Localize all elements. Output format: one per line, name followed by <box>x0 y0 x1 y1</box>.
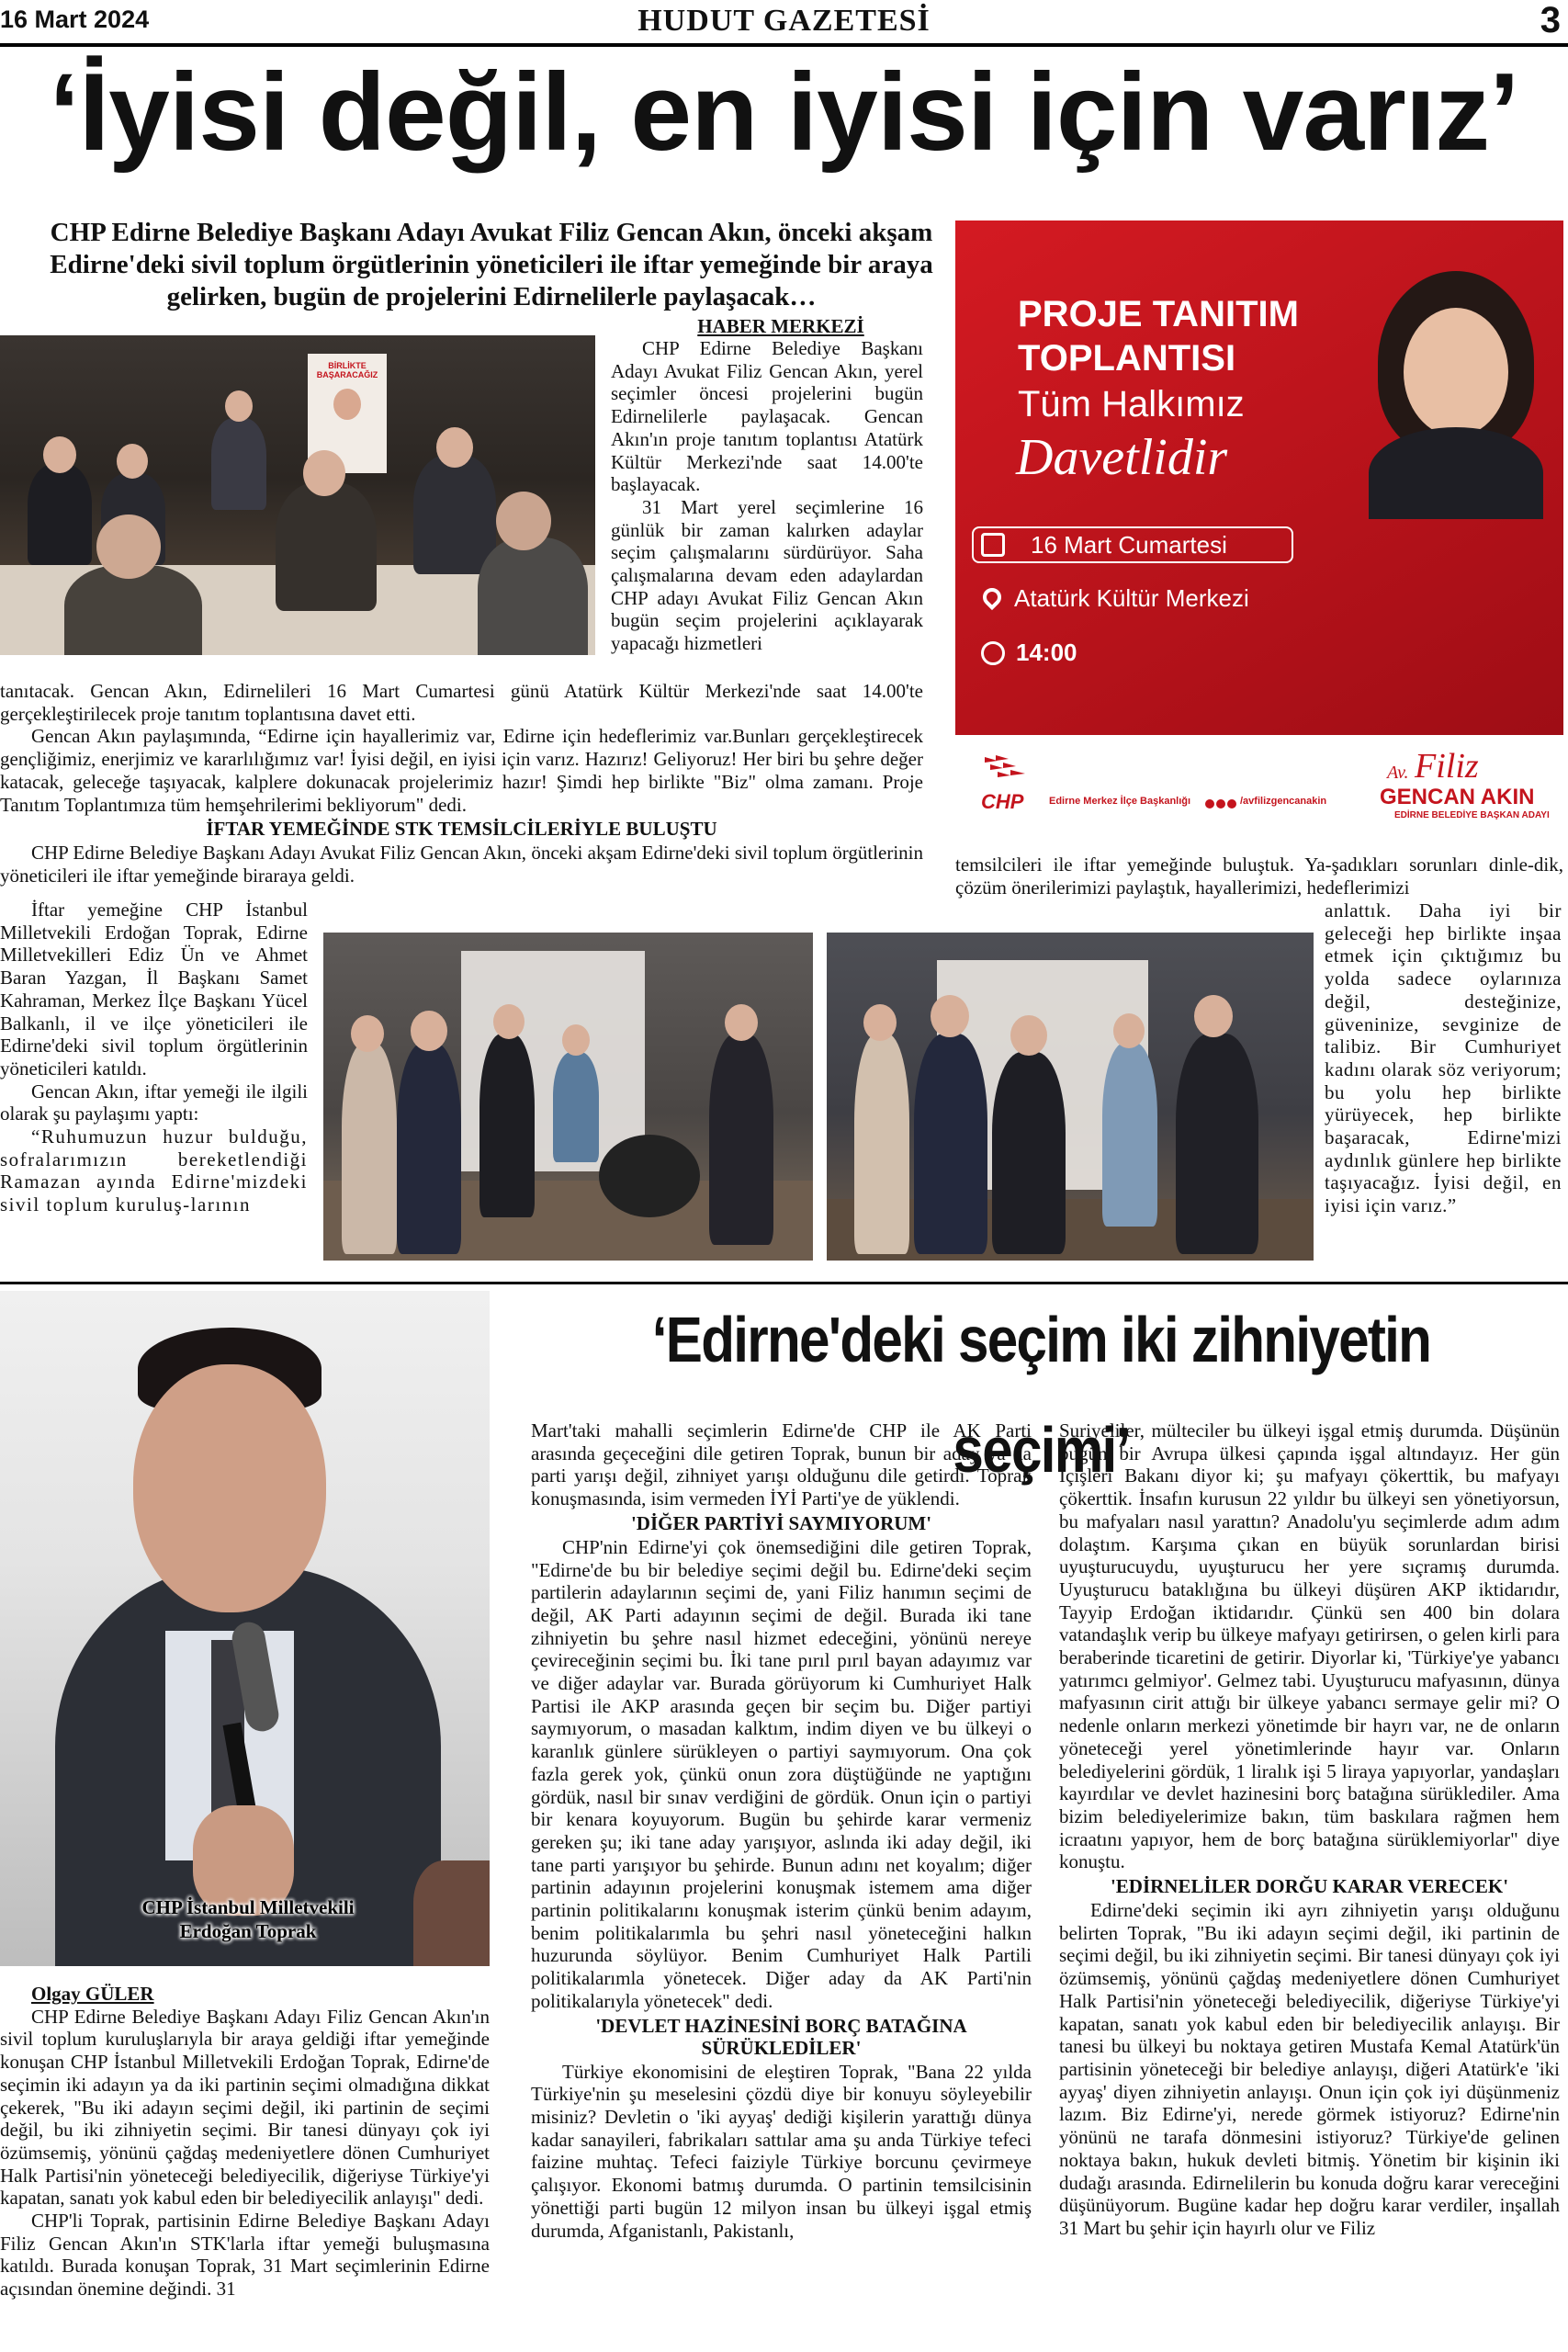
article1-p5: İftar yemeğine CHP İstanbul Milletvekili Erdoğan Toprak, Edirne Milletvekilleri Ediz Ün ve Ahmet Baran Yazgan, İl Başkanı Samet Kahraman, Merkez İlçe Başkanı Yücel Balkanlı, il ve ilçe yöneticileri ile Edirne'deki sivil toplum örgütlerinin yöneticileri katıldı. <box>0 899 308 1080</box>
header-rule <box>0 43 1568 47</box>
poster-line4: Davetlidir <box>1016 429 1228 486</box>
poster-date: 16 Mart Cumartesi <box>1031 531 1227 559</box>
poster-branch: Edirne Merkez İlçe Başkanlığı <box>1049 796 1191 807</box>
article1-headline: ‘İyisi değil, en iyisi için varız’ <box>49 51 1519 174</box>
article2-headline: ‘Edirne'deki seçim iki zihniyetin seçimi’ <box>651 1304 1431 1486</box>
signature-surname: GENCAN AKIN <box>1380 785 1535 809</box>
article1-wide-column <box>0 680 923 888</box>
article1-intro-column <box>611 337 923 655</box>
candidate-portrait <box>1359 271 1552 510</box>
article2-c2p3: Türkiye ekonomisini de eleştiren Toprak, "Bana 22 yılda Türkiye'nin şu meselesini çözdü diye bir konuyu söyleyebilir misiniz? Devletin o 'iki ayyaş' dediği kişilerin yarattığı dünya kadar sanayileri, fabrikaları sattılar ama şu anda Türkiye tefeci faizine muhtaç. Tefeci faiziyle Türkiye borcunu çevirmeye çalışıyor. Ekonomi batmış durumda. O partinin temsilcisinin yönettiği parti bugün 12 milyon insan bu ülkeyi işgal etmiş durumda, Afganistanlı, Pakistanlı, <box>531 2060 1032 2242</box>
iftar-greeting-photo-2 <box>827 933 1314 1261</box>
chp-logo-icon <box>983 753 1029 779</box>
article1-p7-cont-top <box>955 854 1563 899</box>
article2-column2 <box>531 1419 1032 2242</box>
poster-place: Atatürk Kültür Merkezi <box>1014 584 1249 612</box>
article2-column3 <box>1059 1419 1560 2240</box>
article1-left-column <box>0 899 308 1216</box>
photo-caption-line2: Erdoğan Toprak <box>179 1920 317 1942</box>
article1-p7: “Ruhumuzun huzur bulduğu, sofralarımızın bereketlendiği Ramazan ayında Edirne'mizdeki sivil toplum kuruluş-larının <box>0 1125 308 1216</box>
article2-c2p2: CHP'nin Edirne'yi çok önemsediğini dile getiren Toprak, "Edirne'de bu bir belediye seçimi değil bu. Edirne'deki seçim partilerin adaylarının seçimi de, yani Filiz hanımın seçimi de değil, AK Parti adayının seçimi de değil. Burada iki tane zihniyetin bu şehre nasıl hizmet edeceğini, yönünü nereye çevireceğinin seçimi bu. İki tane pırıl pırıl bayan adayımız var ve diğer adaylar var. Burada görüyorum ki Cumhuriyet Halk Partisi ile AKP arasında geçen bir seçim bu. Diğer partiyi saymıyorum, o masadan kalktım, indim diyen ve bu ülkeyi o karanlık günlere sürükleyen o partiyi saymıyorum. Ona çok fazla gerek yok, çünkü onun zora düştüğünde ne yaptığını gördük, nasıl bir sınav verdiğini de gördük. Onun için o partiyi bir kenara koyuyorum. Bugün bu şehirde karar vermeniz gereken şu; iki tane aday yarışıyor, aslında iki aday değil, iki tane parti yarışıyor bu şehirde. Bunun adını net koyalım; diğer partinin adayının projelerini konuşmak istemem ama diğer partinin politikalarını konuşmak isterim çünkü benim adayım, benim politikalarımla bu şehri nasıl yöneteceğini halkın huzurunda söylüyor. Benim Cumhuriyet Halk Partili politikalarımla yönetecek. Diğer aday da AK Parti'nin politikalarıyla yönetecek" dedi. <box>531 1535 1032 2012</box>
article2-byline: Olgay GÜLER <box>31 1983 154 2005</box>
newspaper-name: HUDUT GAZETESİ <box>637 4 931 38</box>
page-number: 3 <box>1540 0 1561 40</box>
event-poster <box>955 220 1563 827</box>
article1-p2: 31 Mart yerel seçimlerine 16 günlük bir zaman kalırken adaylar seçim çalışmalarını sürdürüyor. Saha çalışmalarına devam eden adaylardan CHP adayı Avukat Filiz Gencan Akın bugün seçim projelerini açıklayarak yapacağı hizmetleri <box>611 495 923 655</box>
poster-party: CHP <box>981 790 1024 813</box>
article1-p7-cont-rest: anlattık. Daha iyi bir geleceği hep birlikte inşaa etmek için çıktığımız bu yolda sadece oylarınıza değil, desteğinize, güveninize, sevginize de talibiz. Bir Cumhuriyet kadını olarak söz veriyorum; bu yolu hep birlikte yürüyecek, hep birlikte başaracak, Edirne'mizi aydınlık günlere hep birlikte taşıyacağız. İyisi değil, en iyisi için varız.” <box>1325 899 1562 1217</box>
poster-line2: TOPLANTISI <box>1018 338 1236 379</box>
poster-line3: Tüm Halkımız <box>1018 384 1245 424</box>
article2-column1 <box>0 1983 490 2301</box>
article1-p7-cont-wide: temsilcileri ile iftar yemeğinde buluştuk. Ya-şadıkları sorunları dinle-dik, çözüm önerilerimizi paylaştık, hayallerimizi, hedeflerimizi <box>955 854 1563 899</box>
article2-c2h1: 'DİĞER PARTİYİ SAYMIYORUM' <box>630 1511 932 1534</box>
article2-c2h2: 'DEVLET HAZİNESİNİ BORÇ BATAĞINA SÜRÜKLEDİLER' <box>595 2014 967 2059</box>
photo-caption-line1: CHP İstanbul Milletvekili <box>141 1896 355 1918</box>
signature-name: Filiz <box>1415 747 1479 786</box>
article1-p4: CHP Edirne Belediye Başkanı Adayı Avukat Filiz Gencan Akın, önceki akşam Edirne'deki sivil toplum örgütlerinin yöneticileri ile iftar yemeğinde biraraya geldi. <box>0 842 923 887</box>
article2-c1p2: CHP'li Toprak, partisinin Edirne Belediye Başkanı Adayı Filiz Gencan Akın'ın STK'larla iftar yemeği buluşmasına katıldı. Burada konuşan Toprak, 31 Mart seçimlerinin Edirne açısından önemine değindi. 31 <box>0 2210 490 2301</box>
poster-social: /avfilizgencanakin <box>1240 796 1327 807</box>
article1-p6: Gencan Akın, iftar yemeği ile ilgili olarak şu paylaşımı yaptı: <box>0 1080 308 1125</box>
article2-c2p1: Mart'taki mahalli seçimlerin Edirne'de CHP ile AK Parti arasında geçeceğini dile getiren Toprak, bunun bir aday ya da parti yarışı değil, zihniyet yarışı olduğunu dile getirdi. Toprak konuşmasında, isim vermeden İYİ Parti'ye de yüklendi. <box>531 1419 1032 1510</box>
signature-prefix: Av. <box>1387 763 1409 783</box>
calendar-icon <box>981 533 1005 557</box>
clock-icon <box>981 641 1005 665</box>
poster-line1: PROJE TANITIM <box>1018 294 1299 334</box>
poster-time: 14:00 <box>1016 639 1077 666</box>
article1-p2-cont: tanıtacak. Gencan Akın, Edirnelileri 16 Mart Cumartesi günü Atatürk Kültür Merkezi'nde saat 14.00'te gerçekleştirilecek proje tanıtım toplantısına davet etti. <box>0 680 923 725</box>
banner-text1: BİRLİKTE <box>328 361 367 370</box>
erdogan-toprak-photo <box>0 1291 490 1966</box>
iftar-greeting-photo-1 <box>323 933 813 1261</box>
signature-title: EDİRNE BELEDİYE BAŞKAN ADAYI <box>1394 810 1550 820</box>
article1-p3: Gencan Akın paylaşımında, “Edirne için hayallerimiz var, Edirne için hedeflerimiz var.Bunları gerçekleştirecek gençliğimiz, enerjimiz ve kararlılığımız var! İyisi değil, en iyisi için varız. Hazırız! Geliyoruz! Her biri bu şehre değer katacak, geleceğe taşıyacak, kalplere dokunacak projelerimiz hazır! Şimdi hep birlikte "Biz" olma zamanı. Proje Tanıtım Toplantımıza tüm hemşehrilerimi bekliyorum" dedi. <box>0 725 923 816</box>
social-icons <box>1205 797 1238 808</box>
banner-text2: BAŞARACAĞIZ <box>316 370 378 379</box>
article2-c1p1: CHP Edirne Belediye Başkanı Adayı Filiz Gencan Akın'ın sivil toplum kuruluşlarıyla bir araya geldiği iftar yemeğinde konuşan CHP İstanbul Milletvekili Erdoğan Toprak, Edirne'de seçimin iki adayın ya da iki partinin seçimi olmadığına dikkat çekerek, "Bu iki adayın seçimi değil, iki partinin de seçimi değil, bu iki zihniyetin seçimi. Bir tanesi dünyayı çok iyi özümsemiş, yönünü çağdaş medeniyetlere dönen Cumhuriyet Halk Partisi'nin yöneteceği belediyecilik, diğeriyse Türkiye'yi kapatan, sanatı yok kabul eden bir belediyecilik anlayışı" dedi. <box>0 2005 490 2210</box>
article1-subhead: İFTAR YEMEĞİNDE STK TEMSİLCİLERİYLE BULUŞTU <box>206 818 717 841</box>
article2-c3p1: Suriyeliler, mülteciler bu ülkeyi işgal etmiş durumda. Düşünün bugün bir Avrupa ülkesi çapında işgal altındayız. Her gün İçişleri Bakanı diyor ki; şu mafyayı çökerttik, bu mafyayı çökerttik. İnsafın kurusun 22 yıldır bu ülkeyi sen yönetiyorsun, bu mafyaları nasıl yarattın? Anadolu'yu seçimlerde adım adım dolaştım. Karşıma çıkan en büyük sorunlardan birisi uyuşturucuydu, uyuşturucu her yere sıçramış durumda. Uyuşturucu bataklığına bu ülkeyi düşüren AKP iktidarıdır, Tayyip Erdoğan iktidarıdır. Çünkü sen 400 bin dolara vatandaşlık verip bu ülkeye mafyayı getirirsen, o gelen kirli para beraberinde ticaretini de getirir. Diyorlar ki, 'Türkiye'ye yabancı yatırımcı gelmiyor'. Gelmez tabi. Uyuşturucu mafyasının, dünya mafyasının cirit attığı bir ülkeye yabancı sermaye gelir mi? O nedenle onların merkezi yönetimde bir hayrı var, ne de onların yöneteceği yerel yönetimlerinde hayır var. Onların belediyelerini gördük, 1 liralık işi 5 liraya yapıyorlar, yandaşları kayırdılar ve devlet hazinesini borç batağına sürüklediler. Ama bizim belediyelerimize bakın, tüm baskılara rağmen hem icraatını yapıyor, hem de borç batağına sürüklemiyorlar" diye konuştu. <box>1059 1419 1560 1873</box>
page-date: 16 Mart 2024 <box>0 6 150 33</box>
article1-p7-cont-narrow <box>1325 899 1562 1217</box>
article1-p1: CHP Edirne Belediye Başkanı Adayı Avukat Filiz Gencan Akın, yerel seçimler öncesi projelerini bugün Edirnelilerle paylaşacak. Gencan Akın'ın proje tanıtım toplantısı Atatürk Kültür Merkezi'nde saat 14.00'te başlayacak. <box>611 337 923 496</box>
photo-caption-box <box>110 1888 386 1952</box>
article2-c3h1: 'EDİRNELİLER DORĞU KARAR VERECEK' <box>1110 1875 1509 1898</box>
iftar-dinner-photo <box>0 335 595 655</box>
article1-byline: HABER MERKEZİ <box>697 315 864 337</box>
article1-deck: CHP Edirne Belediye Başkanı Adayı Avukat Filiz Gencan Akın, önceki akşam Edirne'deki sivil toplum örgütlerinin yöneticileri ile iftar yemeğinde bir araya gelirken, bugün de projelerini Edirnelilerle paylaşacak… <box>50 218 933 311</box>
article2-c3p2: Edirne'deki seçimin iki ayrı zihniyetin yarışı olduğunu belirten Toprak, "Bu iki adayın seçimi değil, iki partinin de seçimi değil, bu iki zihniyetin seçimi. Bir tanesi dünyayı çok iyi özümsemiş, yönünü çağdaş medeniyetlere dönen Cumhuriyet Halk Partisi'nin yöneteceği belediyecilik, diğeriyse Türkiye'yi kapatan, sanatı yok kabul eden bir belediyecilik anlayışı. Bir tanesi bu ülkeyi bu noktaya getiren Mustafa Kemal Atatürk'ün partisinin yöneteceği bir belediye anlayışı, diğeri Atatürk'e 'iki ayyaş' diyen zihniyetin anlayışı. Onun için çok iyi düşünmeniz lazım. Biz Edirne'yi, nerede görmek istiyoruz? Edirne'nin yönünü ne tarafa dönmesini istiyoruz? Türkiye'de gelinen noktaya bakın, hukuk devleti bitmiş. Yönetim bir kişinin iki dudağı arasında. Edirnelilerin bu konuda doğru karar vereceğini düşünüyorum. Bugüne kadar hep doğru karar verdiler, inşallah 31 Mart bu şehir için hayırlı olur ve Filiz <box>1059 1899 1560 2239</box>
